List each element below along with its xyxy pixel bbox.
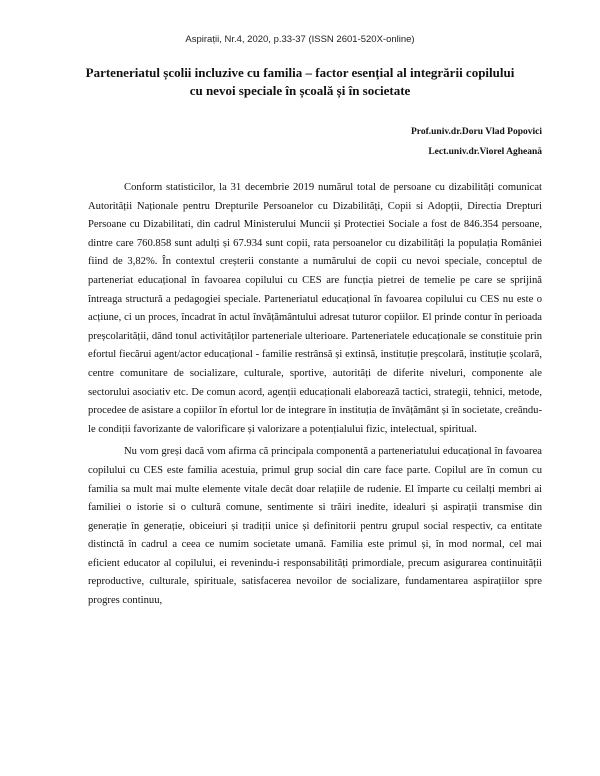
paragraph-2: Nu vom greși dacă vom afirma că principala componentă a parteneriatului educațional în favoarea copilului cu CES este familia acestuia, primul grup social din care face parte. Copilul are în comun cu familia sa mult mai multe elemente vitale decât doar relațiile de rudenie. El împarte cu ceilalți membri ai familiei o istorie si o cultură comune, sentimente si trăiri inedite, idealuri și aspirații transmise din generație în generație, obiceiuri și tradiții unice și definitorii pentru grupul social respectiv, ca entitate distinctă în cadrul a ceea ce numim societate umană. Familia este primul și, în mod normal, cel mai eficient educator al copilului, ei revenindu-i responsabilități primordiale, precum asigurarea continuității reproductive, culturale, spirituale, satisfacerea nevoilor de socializare, fundamentarea aspirațiilor spre progres continuu, (88, 446, 542, 607)
author-1: Prof.univ.dr.Doru Vlad Popovici (410, 127, 542, 137)
title-line-1: Parteneriatul școlii incluzive cu familia – factor esențial al integrării copilului (85, 65, 515, 80)
paragraph-1: Conform statisticilor, la 31 decembrie 2019 numărul total de persoane cu dizabilități comunicat Autorității Naționale pentru Drepturile Persoanelor cu Dizabilități, Copii si Adopții, Directia Drepturi Persoane cu Dizabilitati, din cadrul Ministerului Muncii și Protectiei Sociale a fost de 846.354 persoane, dintre care 760.858 sunt adulți și 67.934 sunt copii, rata persoanelor cu dizabilități la populația României fiind de 3,82%. În contextul creșterii constante a numărului de copii cu nevoi speciale, conceptul de parteneriat educațional în favoarea copilului cu CES are funcția pietrei de temelie pe care se sprijină întreaga structură a pedagogiei speciale. Parteneriatul educațional în favoarea copilului cu CES nu este o acțiune, ci un proces, încadrat în actul învățământului adresat tuturor copiilor. El prinde contur în perioada preșcolarității, dând tonul activităților parteneriale ulterioare. Parteneriatele educaționale se constituie prin efortul fiecărui agent/actor educațional - familie restrânsă și extinsă, instituție preșcolară, instituție școlară, centre comunitare de socializare, culturale, sportive, autorități de diferite niveluri, componente ale sectorului asociativ etc. De comun acord, agenții educaționali elaborează tactici, strategii, tehnici, metode, procedee de asistare a copiilor în efortul lor de integrare în instituția de învățământ și în societate, creându-le condiții favorizante de valorificare și valorizare a potențialului fizic, intelectual, spiritual. (88, 182, 542, 435)
running-header: Aspirații, Nr.4, 2020, p.33-37 (ISSN 2601-520X-online) (185, 34, 415, 45)
article-title (70, 64, 530, 100)
title-line-2: cu nevoi speciale în școală și în societate (189, 83, 411, 98)
article-body (88, 179, 542, 615)
author-list (411, 122, 542, 162)
author-2: Lect.univ.dr.Viorel Agheană (428, 147, 542, 157)
